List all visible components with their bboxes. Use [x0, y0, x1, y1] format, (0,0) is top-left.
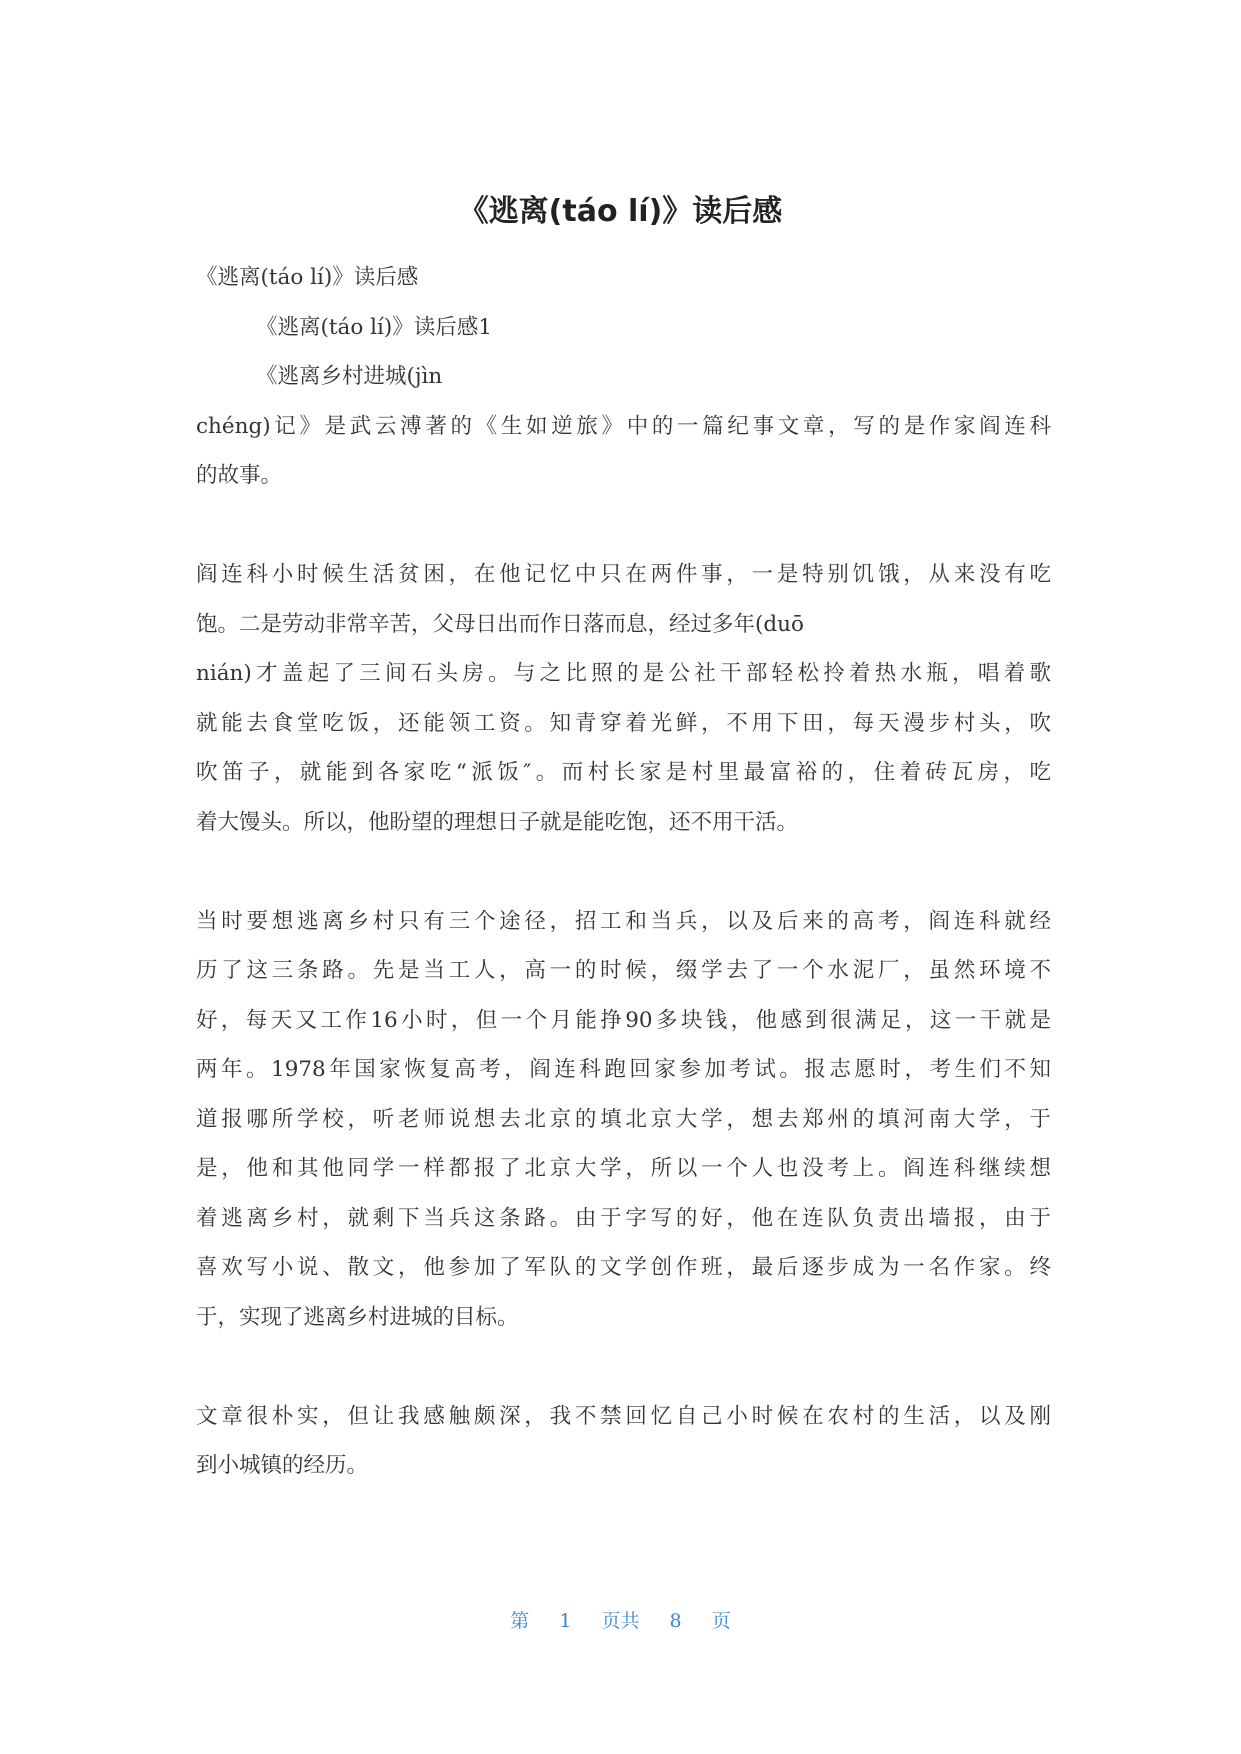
text-line: 就能去食堂吃饭，还能领工资。知青穿着光鲜，不用下田，每天漫步村头，吹 — [196, 710, 1051, 736]
text-line: 着逃离乡村，就剩下当兵这条路。由于字写的好，他在连队负责出墙报，由于 — [196, 1205, 1051, 1231]
text-line: 饱。二是劳动非常辛苦，父母日出而作日落而息，经过多年(duō — [196, 611, 804, 637]
text-line: 到小城镇的经历。 — [196, 1453, 369, 1478]
text-line: 《逃离(táo lí)》读后感1 — [256, 314, 492, 340]
blank-line — [196, 1342, 1051, 1392]
blank-line — [196, 501, 1051, 551]
footer-total-pages: 8 — [669, 1610, 682, 1632]
text-line: 着大馒头。所以，他盼望的理想日子就是能吃饱，还不用干活。 — [196, 809, 799, 835]
blank-line — [196, 847, 1051, 897]
text-line: 道报哪所学校，听老师说想去北京的填北京大学，想去郑州的填河南大学，于 — [196, 1106, 1051, 1132]
text-line: 阎连科小时候生活贫困，在他记忆中只在两件事，一是特别饥饿，从来没有吃 — [196, 562, 1051, 587]
footer-prefix: 第 — [510, 1610, 530, 1632]
text-line: 历了这三条路。先是当工人，高一的时候，缀学去了一个水泥厂，虽然环境不 — [196, 958, 1051, 983]
document-title: 《逃离(táo lí)》读后感 — [458, 194, 783, 229]
footer-current-page: 1 — [559, 1610, 572, 1632]
page-footer — [0, 1606, 1241, 1633]
document-body — [196, 253, 1051, 1491]
footer-suffix: 页 — [711, 1610, 731, 1632]
text-line: 于，实现了逃离乡村进城的目标。 — [196, 1304, 519, 1330]
text-line: 《逃离乡村进城(jìn — [256, 364, 443, 389]
text-line: 《逃离(táo lí)》读后感 — [196, 265, 419, 290]
text-line: 两年。1978年国家恢复高考，阎连科跑回家参加考试。报志愿时，考生们不知 — [196, 1057, 1051, 1082]
text-line: 文章很朴实，但让我感触颇深，我不禁回忆自己小时候在农村的生活，以及刚 — [196, 1403, 1051, 1429]
text-line: 吹笛子，就能到各家吃“派饭″。而村长家是村里最富裕的，住着砖瓦房，吃 — [196, 760, 1051, 785]
text-line: nián)才盖起了三间石头房。与之比照的是公社干部轻松拎着热水瓶，唱着歌 — [196, 661, 1051, 686]
text-line: 好，每天又工作16小时，但一个月能挣90多块钱，他感到很满足，这一干就是 — [196, 1007, 1051, 1033]
text-line: 喜欢写小说、散文，他参加了军队的文学创作班，最后逐步成为一名作家。终 — [196, 1255, 1051, 1280]
footer-middle: 页共 — [601, 1610, 640, 1632]
text-line: 当时要想逃离乡村只有三个途径，招工和当兵，以及后来的高考，阎连科就经 — [196, 908, 1051, 934]
text-line: chéng)记》是武云溥著的《生如逆旅》中的一篇纪事文章，写的是作家阎连科 — [196, 413, 1051, 439]
text-line: 是，他和其他同学一样都报了北京大学，所以一个人也没考上。阎连科继续想 — [196, 1156, 1051, 1181]
text-line: 的故事。 — [196, 463, 283, 488]
